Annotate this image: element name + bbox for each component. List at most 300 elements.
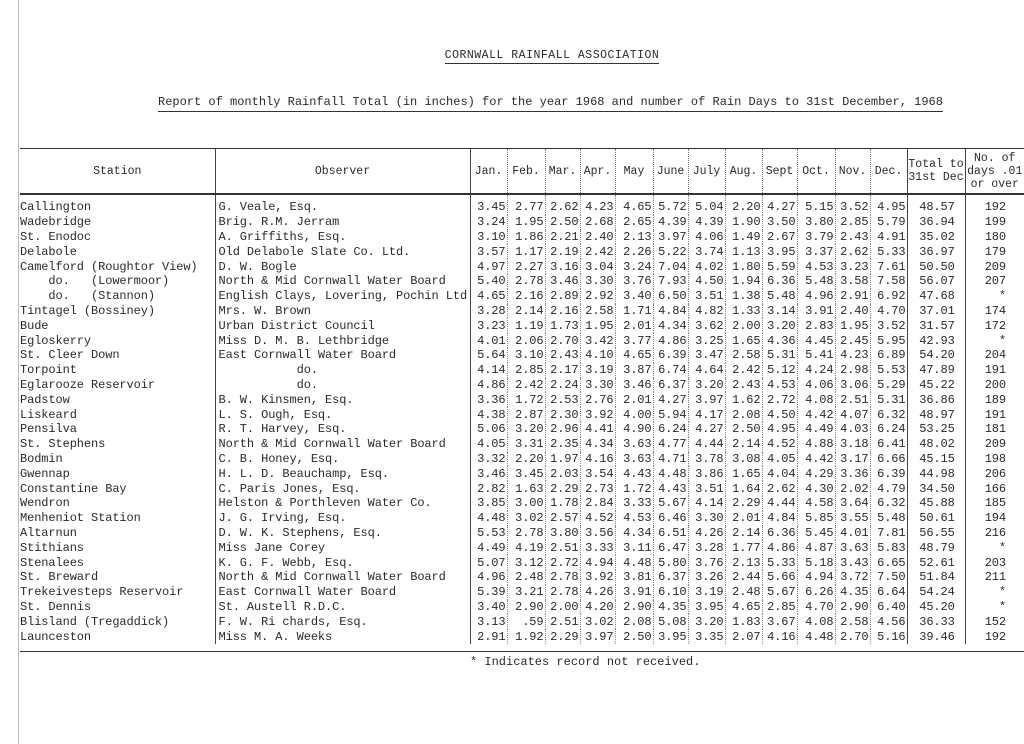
page-edge-line [18, 0, 19, 744]
month-value-cell: 1.90 [725, 215, 762, 230]
total-cell: 45.15 [907, 452, 965, 467]
station-cell: Callington [20, 200, 92, 215]
column-header: June [653, 149, 688, 194]
month-value-cell: 3.30 [580, 274, 615, 289]
month-value-cell: 2.72 [545, 555, 580, 570]
month-value-cell: 2.90 [507, 600, 545, 615]
month-value-cell: 4.90 [615, 422, 653, 437]
month-value-cell: 4.16 [580, 452, 615, 467]
month-value-cell: 3.02 [507, 511, 545, 526]
month-value-cell: 4.48 [653, 466, 688, 481]
month-value-cell: 2.51 [835, 392, 870, 407]
month-value-cell: 4.53 [797, 259, 835, 274]
observer-cell: St. Austell R.D.C. [215, 600, 470, 615]
month-value-cell: 4.42 [797, 407, 835, 422]
month-value-cell: 2.03 [545, 466, 580, 481]
month-value-cell: 6.64 [870, 585, 907, 600]
table-row [20, 526, 1024, 541]
rain-days-cell: 172 [965, 318, 1024, 333]
month-value-cell: 3.19 [580, 363, 615, 378]
total-cell: 45.88 [907, 496, 965, 511]
rain-days-cell: * [965, 585, 1024, 600]
rain-days-cell: 166 [965, 481, 1024, 496]
month-value-cell: 6.92 [870, 289, 907, 304]
table-row [20, 600, 1024, 615]
month-value-cell: 2.58 [580, 304, 615, 319]
month-value-cell: 3.33 [615, 496, 653, 511]
month-value-cell: 3.97 [580, 629, 615, 644]
total-cell: 44.98 [907, 466, 965, 481]
header-row [20, 149, 1024, 194]
station-cell: Delabole [20, 244, 77, 259]
month-value-cell: 2.62 [762, 481, 797, 496]
month-value-cell: 2.21 [545, 230, 580, 245]
observer-cell: B. W. Kinsmen, Esq. [215, 392, 470, 407]
month-value-cell: 2.13 [725, 555, 762, 570]
observer-cell: R. T. Harvey, Esq. [215, 422, 470, 437]
total-cell: 50.61 [907, 511, 965, 526]
month-value-cell: 4.77 [653, 437, 688, 452]
month-value-cell: 2.87 [507, 407, 545, 422]
month-value-cell: 5.48 [797, 274, 835, 289]
month-value-cell: 5.04 [688, 194, 725, 215]
month-value-cell: 2.40 [580, 230, 615, 245]
month-value-cell: 3.76 [688, 555, 725, 570]
rain-days-cell: 209 [965, 259, 1024, 274]
rain-days-cell: 180 [965, 230, 1024, 245]
month-value-cell: 2.16 [507, 289, 545, 304]
observer-cell: Miss Jane Corey [215, 540, 470, 555]
table-row [20, 304, 1024, 319]
month-value-cell: 2.42 [725, 363, 762, 378]
observer-cell: D. W. Bogle [215, 259, 470, 274]
month-value-cell: 1.92 [507, 629, 545, 644]
month-value-cell: 4.06 [797, 378, 835, 393]
total-cell: 56.07 [907, 274, 965, 289]
observer-cell: North & Mid Cornwall Water Board [215, 274, 470, 289]
month-value-cell: 5.15 [797, 194, 835, 215]
month-value-cell: 4.94 [580, 555, 615, 570]
month-value-cell: 6.74 [653, 363, 688, 378]
month-value-cell: 5.22 [653, 244, 688, 259]
month-value-cell: 3.30 [688, 511, 725, 526]
table-row [20, 333, 1024, 348]
station-cell: St. Enodoc [20, 229, 92, 244]
month-value-cell: 2.02 [835, 481, 870, 496]
month-value-cell: 4.48 [470, 511, 507, 526]
table-row [20, 378, 1024, 393]
month-value-cell: 2.76 [580, 392, 615, 407]
rain-days-cell: 211 [965, 570, 1024, 585]
station-cell: Stithians [20, 540, 84, 555]
column-header: July [688, 149, 725, 194]
month-value-cell: 4.08 [797, 614, 835, 629]
observer-cell: L. S. Ough, Esq. [215, 407, 470, 422]
total-cell: 48.79 [907, 540, 965, 555]
month-value-cell: 1.95 [507, 215, 545, 230]
month-value-cell: 4.48 [615, 555, 653, 570]
month-value-cell: 2.85 [507, 363, 545, 378]
month-value-cell: 4.65 [470, 289, 507, 304]
month-value-cell: 4.35 [653, 600, 688, 615]
month-value-cell: 4.53 [615, 511, 653, 526]
table-row [20, 452, 1024, 467]
total-cell: 47.89 [907, 363, 965, 378]
observer-cell: D. W. K. Stephens, Esq. [215, 526, 470, 541]
month-value-cell: 2.13 [615, 230, 653, 245]
month-value-cell: 6.46 [653, 511, 688, 526]
observer-cell: do. [215, 378, 470, 393]
month-value-cell: 2.20 [725, 194, 762, 215]
station-cell: Tintagel (Bossiney) [20, 303, 155, 318]
total-cell: 45.22 [907, 378, 965, 393]
month-value-cell: 4.49 [797, 422, 835, 437]
month-value-cell: 1.13 [725, 244, 762, 259]
month-value-cell: 2.45 [835, 333, 870, 348]
station-cell: St. Dennis [20, 599, 92, 614]
month-value-cell: 2.29 [725, 496, 762, 511]
month-value-cell: 4.01 [835, 526, 870, 541]
month-value-cell: 3.80 [797, 215, 835, 230]
month-value-cell: 4.56 [870, 614, 907, 629]
month-value-cell: 3.57 [470, 244, 507, 259]
month-value-cell: 5.59 [762, 259, 797, 274]
month-value-cell: 5.85 [797, 511, 835, 526]
month-value-cell: 4.30 [797, 481, 835, 496]
month-value-cell: 4.39 [688, 215, 725, 230]
month-value-cell: 2.91 [470, 629, 507, 644]
month-value-cell: 4.34 [580, 437, 615, 452]
month-value-cell: 4.65 [615, 194, 653, 215]
month-value-cell: 2.82 [470, 481, 507, 496]
column-header: Apr. [580, 149, 615, 194]
month-value-cell: 3.23 [470, 318, 507, 333]
observer-cell: do. [215, 363, 470, 378]
rain-days-cell: 206 [965, 466, 1024, 481]
rain-days-cell: 194 [965, 511, 1024, 526]
column-header: Station [20, 149, 215, 194]
rain-days-cell: 174 [965, 304, 1024, 319]
month-value-cell: 2.68 [580, 215, 615, 230]
column-header: Jan. [470, 149, 507, 194]
month-value-cell: 6.36 [762, 274, 797, 289]
subtitle-text: Report of monthly Rainfall Total (in inches) for the year 1968 and number of Rain Days to 31st December, 1968 [158, 95, 943, 112]
month-value-cell: 3.85 [470, 496, 507, 511]
column-header: Nov. [835, 149, 870, 194]
month-value-cell: 5.95 [870, 333, 907, 348]
month-value-cell: 4.86 [653, 333, 688, 348]
column-header: Oct. [797, 149, 835, 194]
month-value-cell: 4.16 [762, 629, 797, 644]
column-header: Dec. [870, 149, 907, 194]
month-value-cell: 3.78 [688, 452, 725, 467]
month-value-cell: 5.33 [870, 244, 907, 259]
month-value-cell: 3.28 [688, 540, 725, 555]
month-value-cell: 2.16 [545, 304, 580, 319]
table-row [20, 407, 1024, 422]
month-value-cell: 2.62 [545, 194, 580, 215]
month-value-cell: 1.97 [545, 452, 580, 467]
month-value-cell: 5.39 [470, 585, 507, 600]
month-value-cell: 4.38 [470, 407, 507, 422]
month-value-cell: 5.31 [870, 392, 907, 407]
station-cell: Wadebridge [20, 215, 92, 230]
month-value-cell: 4.27 [688, 422, 725, 437]
month-value-cell: 4.48 [797, 629, 835, 644]
month-value-cell: 2.85 [762, 600, 797, 615]
rain-days-cell: 207 [965, 274, 1024, 289]
month-value-cell: 2.67 [762, 230, 797, 245]
month-value-cell: 3.76 [615, 274, 653, 289]
month-value-cell: 1.95 [835, 318, 870, 333]
month-value-cell: 2.26 [615, 244, 653, 259]
month-value-cell: 3.62 [688, 318, 725, 333]
column-header: Mar. [545, 149, 580, 194]
station-cell: Gwennap [20, 466, 70, 481]
month-value-cell: 5.72 [653, 194, 688, 215]
month-value-cell: 6.39 [653, 348, 688, 363]
month-value-cell: 2.29 [545, 629, 580, 644]
table-row [20, 215, 1024, 230]
station-cell: do. (Lowermoor) [20, 274, 170, 289]
station-cell: Blisland (Tregaddick) [20, 614, 170, 629]
month-value-cell: 5.53 [470, 526, 507, 541]
month-value-cell: 3.36 [470, 392, 507, 407]
rain-days-cell: 198 [965, 452, 1024, 467]
month-value-cell: 4.84 [653, 304, 688, 319]
month-value-cell: 2.51 [545, 614, 580, 629]
month-value-cell: 4.34 [615, 526, 653, 541]
month-value-cell: 3.40 [615, 289, 653, 304]
month-value-cell: 1.62 [725, 392, 762, 407]
month-value-cell: 5.67 [653, 496, 688, 511]
total-cell: 36.97 [907, 244, 965, 259]
month-value-cell: 1.94 [725, 274, 762, 289]
month-value-cell: 4.64 [688, 363, 725, 378]
footnote: * Indicates record not received. [470, 655, 701, 669]
month-value-cell: 3.45 [470, 194, 507, 215]
table-row [20, 230, 1024, 245]
observer-cell: H. L. D. Beauchamp, Esq. [215, 466, 470, 481]
month-value-cell: 3.23 [835, 259, 870, 274]
month-value-cell: 3.35 [688, 629, 725, 644]
month-value-cell: 3.37 [797, 244, 835, 259]
total-cell: 37.01 [907, 304, 965, 319]
station-cell: St. Cleer Down [20, 348, 120, 363]
observer-cell: G. Veale, Esq. [215, 194, 470, 215]
month-value-cell: 5.48 [762, 289, 797, 304]
month-value-cell: 2.90 [835, 600, 870, 615]
table-row [20, 437, 1024, 452]
month-value-cell: 3.02 [580, 614, 615, 629]
month-value-cell: 2.44 [725, 570, 762, 585]
month-value-cell: 4.50 [688, 274, 725, 289]
month-value-cell: 2.19 [545, 244, 580, 259]
month-value-cell: 2.98 [835, 363, 870, 378]
month-value-cell: 3.81 [615, 570, 653, 585]
observer-cell: North & Mid Cornwall Water Board [215, 437, 470, 452]
rain-days-cell: 181 [965, 422, 1024, 437]
rain-days-cell: 200 [965, 378, 1024, 393]
month-value-cell: 2.89 [545, 289, 580, 304]
observer-cell: Helston & Porthleven Water Co. [215, 496, 470, 511]
month-value-cell: 6.24 [653, 422, 688, 437]
month-value-cell: 2.78 [507, 274, 545, 289]
rain-days-cell: 152 [965, 614, 1024, 629]
month-value-cell: 4.03 [835, 422, 870, 437]
observer-cell: Urban District Council [215, 318, 470, 333]
table-row [20, 585, 1024, 600]
month-value-cell: 5.31 [762, 348, 797, 363]
month-value-cell: 3.24 [615, 259, 653, 274]
month-value-cell: 2.83 [797, 318, 835, 333]
table-row [20, 540, 1024, 555]
table-row [20, 614, 1024, 629]
station-cell: Menheniot Station [20, 511, 141, 526]
month-value-cell: 3.50 [762, 215, 797, 230]
month-value-cell: 2.24 [545, 378, 580, 393]
table-row [20, 318, 1024, 333]
month-value-cell: 2.42 [507, 378, 545, 393]
title-text: CORNWALL RAINFALL ASSOCIATION [444, 49, 660, 62]
month-value-cell: 3.63 [615, 452, 653, 467]
observer-cell: English Clays, Lovering, Pochin Ltd [215, 289, 470, 304]
month-value-cell: 5.16 [870, 629, 907, 644]
month-value-cell: 1.77 [725, 540, 762, 555]
month-value-cell: 2.00 [725, 318, 762, 333]
month-value-cell: 4.49 [470, 540, 507, 555]
month-value-cell: 1.72 [507, 392, 545, 407]
month-value-cell: 3.95 [762, 244, 797, 259]
month-value-cell: 2.58 [725, 348, 762, 363]
month-value-cell: 4.01 [470, 333, 507, 348]
month-value-cell: 4.97 [470, 259, 507, 274]
table-row [20, 511, 1024, 526]
rain-days-cell: 199 [965, 215, 1024, 230]
month-value-cell: 3.52 [835, 194, 870, 215]
station-cell: St. Stephens [20, 437, 106, 452]
month-value-cell: 4.65 [725, 600, 762, 615]
month-value-cell: 4.41 [580, 422, 615, 437]
total-cell: 36.86 [907, 392, 965, 407]
month-value-cell: 1.49 [725, 230, 762, 245]
month-value-cell: 4.06 [688, 230, 725, 245]
table-row [20, 363, 1024, 378]
month-value-cell: 6.47 [653, 540, 688, 555]
month-value-cell: 2.20 [507, 452, 545, 467]
month-value-cell: 3.30 [580, 378, 615, 393]
month-value-cell: 2.50 [545, 215, 580, 230]
month-value-cell: 4.95 [762, 422, 797, 437]
month-value-cell: 5.79 [870, 215, 907, 230]
month-value-cell: 2.78 [507, 526, 545, 541]
month-value-cell: 2.70 [835, 629, 870, 644]
rain-days-cell: 191 [965, 363, 1024, 378]
observer-cell: Mrs. W. Brown [215, 304, 470, 319]
month-value-cell: 3.74 [688, 244, 725, 259]
month-value-cell: 3.77 [615, 333, 653, 348]
table-row [20, 570, 1024, 585]
month-value-cell: 3.04 [580, 259, 615, 274]
month-value-cell: 2.58 [835, 614, 870, 629]
month-value-cell: 3.51 [688, 289, 725, 304]
table-row [20, 466, 1024, 481]
station-cell: Trekeivesteps Reservoir [20, 585, 184, 600]
month-value-cell: 4.20 [580, 600, 615, 615]
month-value-cell: 2.57 [545, 511, 580, 526]
month-value-cell: 3.97 [653, 230, 688, 245]
month-value-cell: 5.41 [797, 348, 835, 363]
month-value-cell: 2.14 [507, 304, 545, 319]
month-value-cell: 2.27 [507, 259, 545, 274]
rain-days-cell: 189 [965, 392, 1024, 407]
month-value-cell: 3.97 [688, 392, 725, 407]
month-value-cell: 2.43 [725, 378, 762, 393]
month-value-cell: 2.42 [580, 244, 615, 259]
month-value-cell: 2.01 [725, 511, 762, 526]
month-value-cell: 6.51 [653, 526, 688, 541]
month-value-cell: 2.01 [615, 392, 653, 407]
month-value-cell: 7.93 [653, 274, 688, 289]
month-value-cell: 4.96 [797, 289, 835, 304]
observer-cell: Miss D. M. B. Lethbridge [215, 333, 470, 348]
table-row [20, 274, 1024, 289]
month-value-cell: 5.67 [762, 585, 797, 600]
month-value-cell: 2.43 [545, 348, 580, 363]
month-value-cell: 5.18 [797, 555, 835, 570]
total-cell: 54.20 [907, 348, 965, 363]
rain-days-cell: 216 [965, 526, 1024, 541]
month-value-cell: 1.63 [507, 481, 545, 496]
month-value-cell: 3.45 [507, 466, 545, 481]
month-value-cell: 4.08 [797, 392, 835, 407]
month-value-cell: 1.19 [507, 318, 545, 333]
month-value-cell: 4.39 [653, 215, 688, 230]
month-value-cell: 4.23 [580, 194, 615, 215]
month-value-cell: 3.51 [688, 481, 725, 496]
month-value-cell: 2.50 [725, 422, 762, 437]
month-value-cell: 1.95 [580, 318, 615, 333]
rain-days-cell: * [965, 540, 1024, 555]
station-cell: Bodmin [20, 451, 63, 466]
month-value-cell: 1.72 [615, 481, 653, 496]
month-value-cell: 3.36 [835, 466, 870, 481]
station-cell: Camelford (Roughtor View) [20, 259, 198, 274]
month-value-cell: 3.79 [797, 230, 835, 245]
total-cell: 36.94 [907, 215, 965, 230]
month-value-cell: 4.27 [653, 392, 688, 407]
month-value-cell: 2.53 [545, 392, 580, 407]
month-value-cell: 4.23 [835, 348, 870, 363]
observer-cell: East Cornwall Water Board [215, 585, 470, 600]
rain-days-cell: 192 [965, 194, 1024, 215]
month-value-cell: 3.31 [507, 437, 545, 452]
total-cell: 48.57 [907, 194, 965, 215]
rainfall-table-container [20, 148, 1024, 652]
month-value-cell: 2.08 [725, 407, 762, 422]
month-value-cell: .59 [507, 614, 545, 629]
month-value-cell: 3.20 [762, 318, 797, 333]
month-value-cell: 4.58 [797, 496, 835, 511]
month-value-cell: 2.17 [545, 363, 580, 378]
station-cell: Stenalees [20, 555, 84, 570]
observer-cell: Brig. R.M. Jerram [215, 215, 470, 230]
station-cell: Launceston [20, 629, 92, 644]
month-value-cell: 6.40 [870, 600, 907, 615]
month-value-cell: 2.92 [580, 289, 615, 304]
total-cell: 39.46 [907, 629, 965, 644]
column-header: Aug. [725, 149, 762, 194]
